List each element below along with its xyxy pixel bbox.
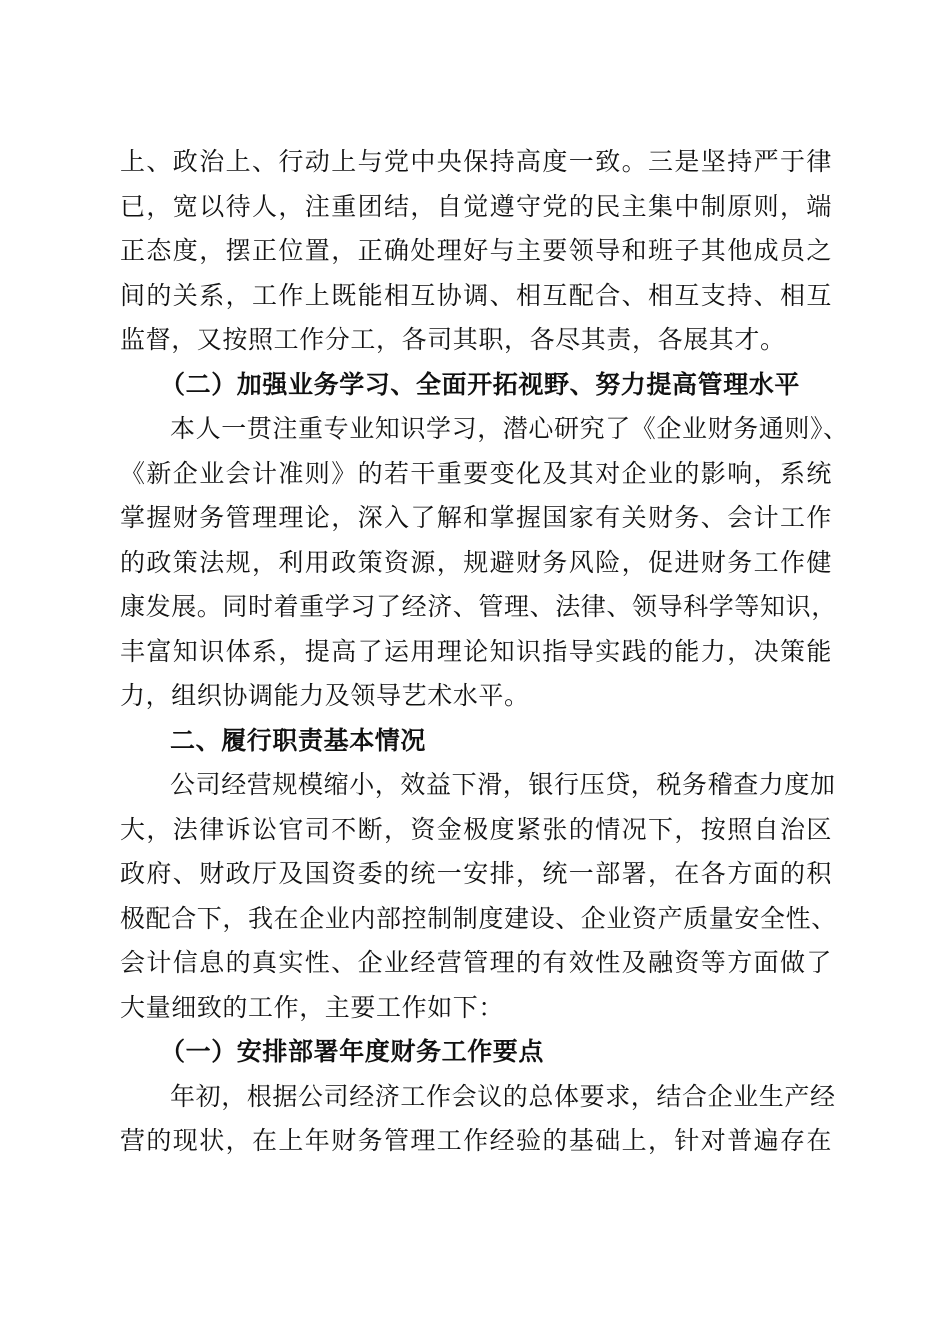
body-line: 正态度，摆正位置，正确处理好与主要领导和班子其他成员之 [120,236,832,265]
body-line: 已，宽以待人，注重团结，自觉遵守党的民主集中制原则，端 [120,191,832,221]
body-line: 会计信息的真实性、企业经营管理的有效性及融资等方面做了 [120,948,832,977]
paragraph-first-line: 年初，根据公司经济工作会议的总体要求，结合企业生产经 [170,1081,836,1111]
body-line: 营的现状，在上年财务管理工作经验的基础上，针对普遍存在 [120,1126,832,1155]
document-body [120,140,849,1164]
body-line: 掌握财务管理理论，深入了解和掌握国家有关财务、会计工作 [120,503,832,532]
body-line: 上、政治上、行动上与党中央保持高度一致。三是坚持严于律 [120,147,832,176]
body-line: 康发展。同时着重学习了经济、管理、法律、领导科学等知识， [120,592,837,621]
section-subheading: （一）安排部署年度财务工作要点 [160,1037,545,1066]
body-line: 大量细致的工作，主要工作如下： [120,992,505,1022]
body-line: 政府、财政厅及国资委的统一安排，统一部署，在各方面的积 [120,859,832,888]
body-line: 间的关系，工作上既能相互协调、相互配合、相互支持、相互 [120,280,832,310]
body-line: 丰富知识体系，提高了运用理论知识指导实践的能力，决策能 [120,636,832,666]
section-subheading: （二）加强业务学习、全面开拓视野、努力提高管理水平 [160,369,801,399]
body-line: 极配合下，我在企业内部控制制度建设、企业资产质量安全性、 [120,903,837,933]
paragraph-first-line: 公司经营规模缩小，效益下滑，银行压贷，税务稽查力度加 [170,770,836,799]
body-line: 力，组织协调能力及领导艺术水平。 [120,681,530,710]
body-line: 监督，又按照工作分工，各司其职，各尽其责，各展其才。 [120,325,786,354]
body-line: 的政策法规，利用政策资源，规避财务风险，促进财务工作健 [120,547,832,577]
paragraph-first-line: 本人一贯注重专业知识学习，潜心研究了《企业财务通则》、 [170,414,849,443]
body-line: 大，法律诉讼官司不断，资金极度紧张的情况下，按照自治区 [120,814,832,844]
body-line: 《新企业会计准则》的若干重要变化及其对企业的影响，系统 [120,458,832,488]
section-heading: 二、履行职责基本情况 [170,725,427,755]
